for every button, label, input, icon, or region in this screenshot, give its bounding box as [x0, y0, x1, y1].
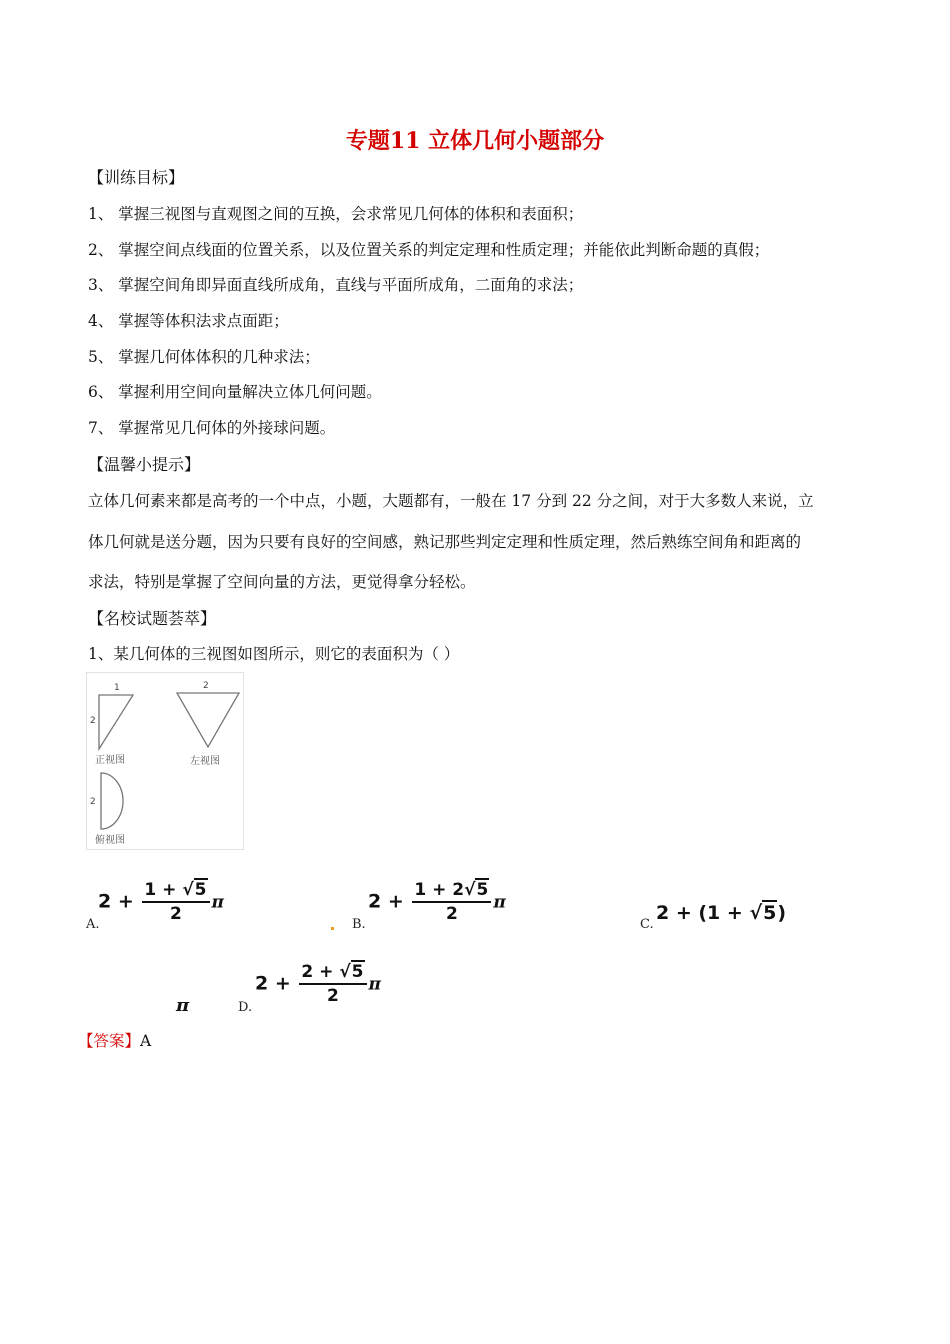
goal-item: 2、 掌握空间点线面的位置关系，以及位置关系的判定定理和性质定理；并能依此判断命题的真假； [88, 241, 770, 259]
three-view-figure [86, 672, 244, 850]
side-view-triangle [177, 693, 239, 747]
tip-line: 立体几何素来都是高考的一个中点，小题，大题都有，一般在 17 分到 22 分之间，对于大多数人来说，立 [88, 492, 814, 510]
answer-tag: 【答案】 [78, 1032, 141, 1050]
top-view-label: 俯视图 [95, 835, 125, 846]
goal-item: 7、 掌握常见几何体的外接球问题。 [88, 419, 336, 437]
page-title: 专题11 立体几何小题部分 [345, 128, 605, 154]
option-d-label: D. [238, 1000, 253, 1015]
option-c-label: C. [640, 917, 654, 932]
decorative-dot [331, 927, 334, 930]
goal-item: 5、 掌握几何体体积的几种求法； [88, 348, 320, 366]
side-view-label: 左视图 [190, 756, 220, 767]
front-top-dimension: 1 [114, 683, 120, 693]
option-a-label: A. [86, 917, 100, 932]
option-c-formula: 2 + (1 + √5) [656, 902, 787, 924]
answer-value: A [140, 1032, 152, 1050]
top-side-dimension: 2 [90, 797, 96, 807]
goal-item: 6、 掌握利用空间向量解决立体几何问题。 [88, 383, 382, 401]
option-b-label: B. [352, 917, 366, 932]
option-d-formula: 2 + $\frac{2 + √5}{2}$ π [255, 962, 381, 1006]
side-top-dimension: 2 [203, 681, 209, 691]
goal-item: 4、 掌握等体积法求点面距； [88, 312, 289, 330]
goal-item: 1、 掌握三视图与直观图之间的互换，会求常见几何体的体积和表面积； [88, 205, 584, 223]
option-c-pi: π [176, 995, 190, 1016]
option-b-formula: 2 + $\frac{1 + 2√5}{2}$ π [368, 880, 506, 924]
option-a-formula: 2 + $\frac{1 + √5}{2}$ π [98, 880, 224, 924]
goal-item: 3、 掌握空间角即异面直线所成角，直线与平面所成角，二面角的求法； [88, 276, 584, 294]
tip-line: 求法，特别是掌握了空间向量的方法，更觉得拿分轻松。 [88, 573, 476, 591]
answer-line [78, 1029, 151, 1051]
front-view-label: 正视图 [95, 755, 125, 766]
top-view-semicircle [101, 773, 123, 829]
section-header-problems: 【名校试题荟萃】 [88, 609, 217, 628]
section-header-tips: 【温馨小提示】 [88, 455, 201, 474]
question-text: 1、某几何体的三视图如图所示，则它的表面积为（ ） [88, 645, 460, 663]
three-view-drawing [87, 673, 243, 849]
section-header-goals: 【训练目标】 [88, 168, 185, 187]
tip-line: 体几何就是送分题，因为只要有良好的空间感，熟记那些判定定理和性质定理，然后熟练空间角和距离的 [88, 533, 802, 551]
front-view-triangle [99, 695, 133, 749]
front-side-dimension: 2 [90, 716, 96, 726]
